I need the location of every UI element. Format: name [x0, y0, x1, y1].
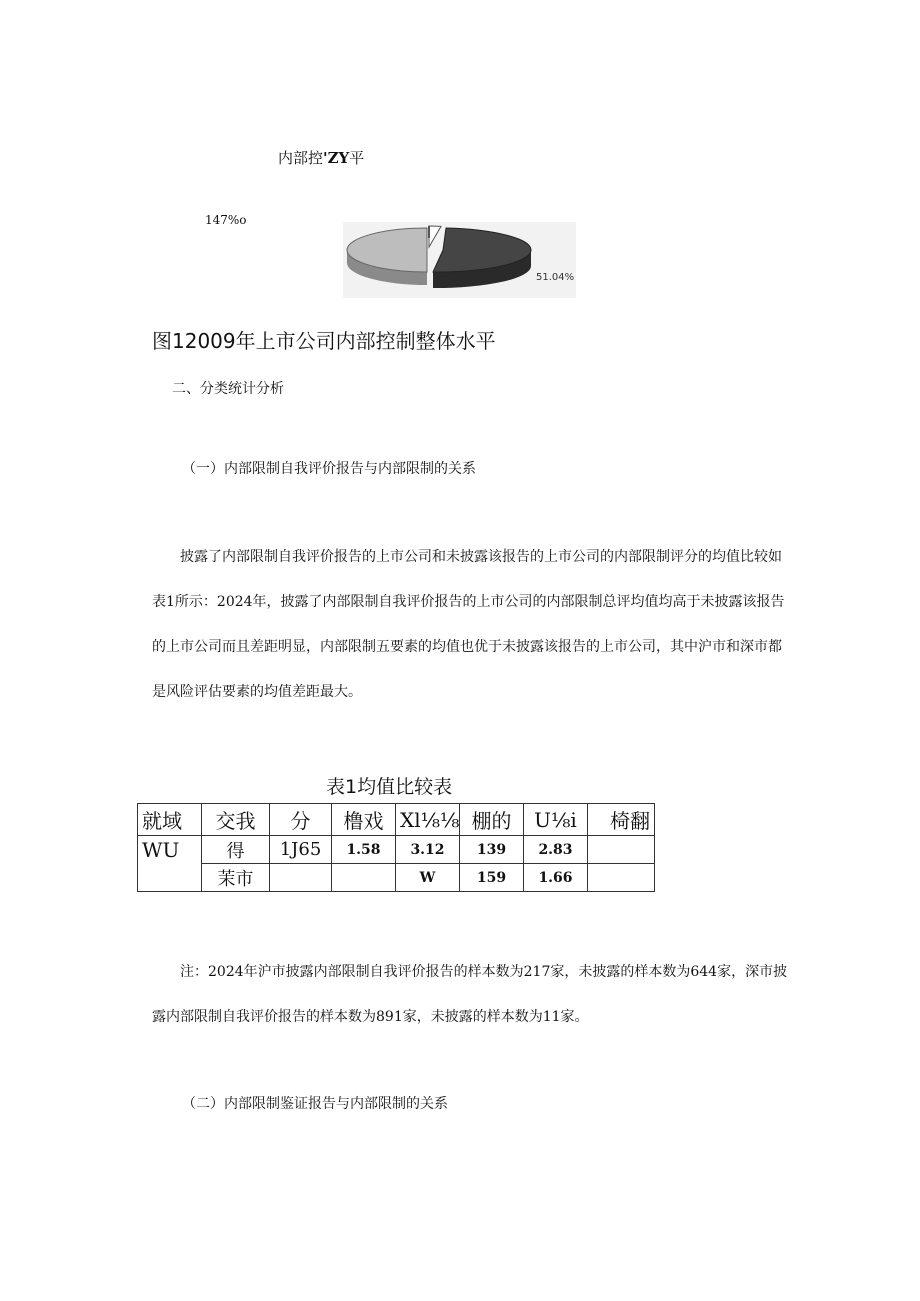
pie-chart — [343, 222, 576, 298]
header-cell: 橹戏 — [332, 804, 396, 836]
table-cell: 3.12 — [396, 836, 460, 864]
header-cell: 交我 — [202, 804, 270, 836]
table-title: 表1均值比较表 — [326, 776, 453, 798]
table-cell: 1.66 — [524, 864, 588, 892]
row-group-label: WU — [138, 836, 202, 892]
subsection-heading-2: （二）内部限制鉴证报告与内部限制的关系 — [182, 1096, 448, 1112]
chart-title — [278, 147, 364, 168]
comparison-table — [137, 803, 655, 892]
figure-caption: 图12009年上市公司内部控制整体水平 — [152, 329, 496, 353]
pie-svg — [343, 222, 576, 298]
table-cell: W — [396, 864, 460, 892]
table-cell: 1.58 — [332, 836, 396, 864]
header-cell: 就域 — [138, 804, 202, 836]
table-cell — [332, 864, 396, 892]
table-cell: 139 — [460, 836, 524, 864]
chart-title-part3: 平 — [349, 149, 365, 167]
chart-title-part1: 内部控 — [278, 149, 324, 167]
slice-label-dark: 51.04% — [536, 272, 575, 283]
table-cell: 159 — [460, 864, 524, 892]
note-text: 注：2024年沪市披露内部限制自我评价报告的样本数为217家，未披露的样本数为644家，深市披露内部限制自我评价报告的样本数为891家，未披露的样本数为11家。 — [152, 964, 788, 1025]
header-cell: 棚的 — [460, 804, 524, 836]
table-row — [138, 836, 655, 864]
paragraph-1-text: 披露了内部限制自我评价报告的上市公司和未披露该报告的上市公司的内部限制评分的均值比较如表1所示：2024年，披露了内部限制自我评价报告的上市公司的内部限制总评均值均高于未披露该报告的上市公司而且差距明显，内部限制五要素的均值也优于未披露该报告的上市公司，其中沪市和深市都是风险评估要素的均值差距最大。 — [152, 549, 785, 700]
section-heading: 二、分类统计分析 — [172, 381, 284, 397]
slice-label-left: 147%o — [205, 213, 247, 227]
header-cell: Xl⅛⅛ — [396, 804, 460, 836]
table-header-row — [138, 804, 655, 836]
table-cell — [588, 864, 655, 892]
table-cell — [270, 864, 332, 892]
note-paragraph — [152, 950, 792, 1040]
paragraph-1 — [152, 535, 792, 715]
table-cell — [588, 836, 655, 864]
table-cell: 2.83 — [524, 836, 588, 864]
header-cell: U⅛i — [524, 804, 588, 836]
table-cell: 得 — [202, 836, 270, 864]
chart-title-part2: 'ZY — [323, 149, 350, 167]
subsection-heading-1: （一）内部限制自我评价报告与内部限制的关系 — [182, 461, 476, 477]
table-row — [138, 864, 655, 892]
header-cell: 椅翻 — [588, 804, 655, 836]
header-cell: 分 — [270, 804, 332, 836]
table-cell: 茉市 — [202, 864, 270, 892]
table-cell: 1J65 — [270, 836, 332, 864]
